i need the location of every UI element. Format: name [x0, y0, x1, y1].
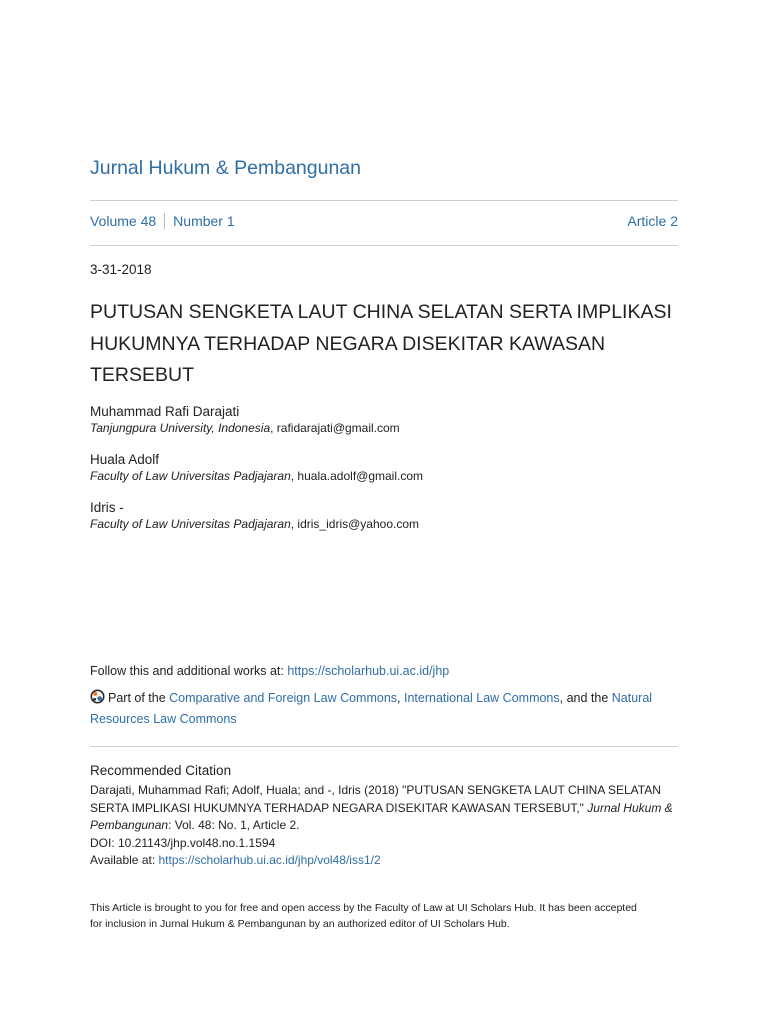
article-link[interactable]: Article 2	[627, 213, 678, 229]
part-of-separator: , and the	[559, 691, 612, 705]
citation-volume: : Vol. 48: No. 1, Article 2.	[168, 818, 300, 832]
follow-link[interactable]: https://scholarhub.ui.ac.id/jhp	[287, 664, 450, 678]
citation-available	[90, 852, 680, 870]
author-affiliation	[90, 468, 678, 485]
author-institution: Faculty of Law Universitas Padjajaran	[90, 517, 291, 531]
open-access-note: This Article is brought to you for free and open access by the Faculty of Law at UI Scholars Hub. It has been accepted for inclusion in Jurnal Hukum & Pembangunan by an authorized editor of UI Scholars Hub.	[90, 902, 637, 930]
article-title-line: HUKUMNYA TERHADAP NEGARA DISEKITAR KAWASAN	[90, 332, 606, 355]
network-icon	[90, 689, 105, 704]
part-of-line	[90, 688, 680, 730]
follow-prefix: Follow this and additional works at:	[90, 664, 288, 678]
author-email: , idris_idris@yahoo.com	[290, 517, 419, 531]
author-email: , huala.adolf@gmail.com	[290, 469, 424, 483]
author-name: Muhammad Rafi Darajati	[90, 404, 240, 419]
comparative-law-commons-link[interactable]: Comparative and Foreign Law Commons	[169, 691, 398, 705]
citation-block	[90, 782, 680, 870]
recommended-citation-heading: Recommended Citation	[90, 763, 232, 778]
article-url-link[interactable]: https://scholarhub.ui.ac.id/jhp/vol48/iss1/2	[158, 853, 381, 867]
natural-resources-law-commons-link[interactable]: Natural Resources Law Commons	[90, 691, 653, 726]
author-affiliation	[90, 420, 678, 437]
article-title-line: PUTUSAN SENGKETA LAUT CHINA SELATAN SERTA IMPLIKASI	[90, 301, 672, 323]
publication-date: 3-31-2018	[90, 262, 152, 277]
number-link[interactable]: Number 1	[173, 213, 235, 229]
author-block	[90, 403, 678, 437]
divider-top	[90, 200, 678, 201]
volume-link[interactable]: Volume 48	[90, 213, 157, 229]
citation-journal: Jurnal Hukum & Pembangunan	[90, 800, 673, 832]
author-block	[90, 451, 678, 485]
issue-separator	[164, 213, 165, 229]
author-name: Huala Adolf	[90, 452, 160, 467]
part-of-prefix: Part of the	[108, 691, 170, 705]
article-title-line: TERSEBUT	[90, 364, 195, 386]
journal-title-link[interactable]: Jurnal Hukum & Pembangunan	[90, 157, 361, 179]
citation-doi: DOI: 10.21143/jhp.vol48.no.1.1594	[90, 835, 276, 850]
follow-line	[90, 664, 449, 678]
divider-issue	[90, 245, 678, 246]
article-title	[90, 297, 690, 392]
author-name: Idris -	[90, 500, 124, 515]
international-law-commons-link[interactable]: International Law Commons	[404, 691, 560, 705]
part-of-separator: ,	[397, 691, 404, 705]
author-email: , rafidarajati@gmail.com	[270, 421, 400, 435]
author-institution: Tanjungpura University, Indonesia	[90, 421, 271, 435]
divider-citation	[90, 746, 678, 747]
citation-text: Darajati, Muhammad Rafi; Adolf, Huala; and -, Idris (2018) "PUTUSAN SENGKETA LAUT CHINA SELATAN SERTA IMPLIKASI HUKUMNYA TERHADAP NEGARA DISEKITAR KAWASAN TERSEBUT,"	[90, 783, 661, 815]
issue-bar	[90, 213, 678, 229]
author-block	[90, 499, 678, 533]
author-institution: Faculty of Law Universitas Padjajaran	[90, 469, 291, 483]
available-prefix: Available at:	[90, 853, 159, 867]
author-affiliation	[90, 516, 678, 533]
